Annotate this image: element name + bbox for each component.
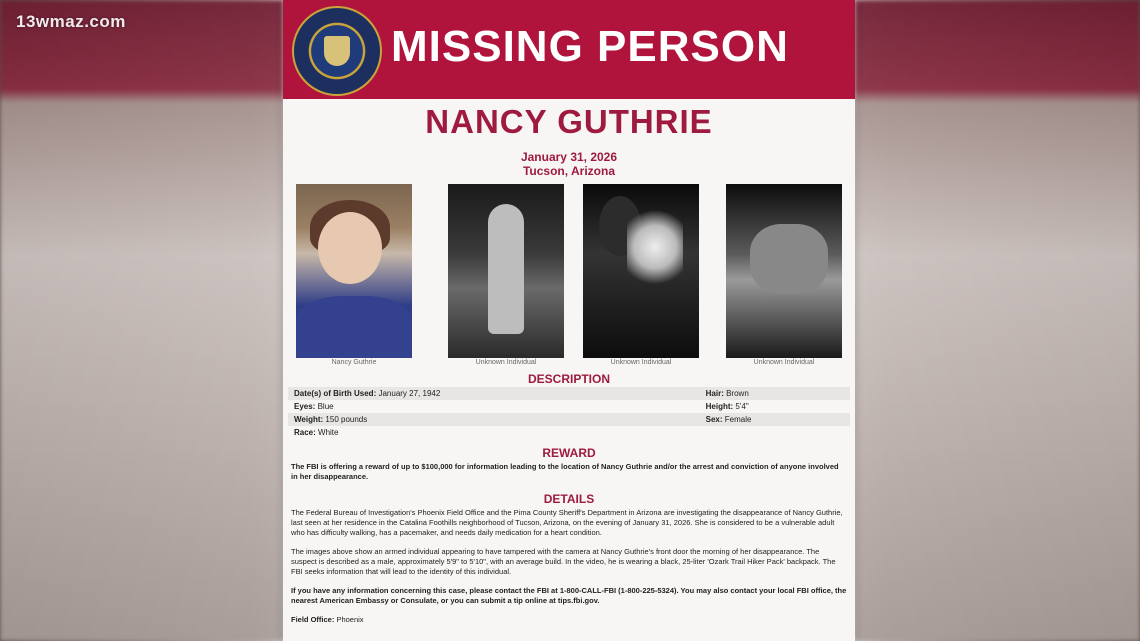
description-heading: DESCRIPTION (527, 372, 610, 386)
reward-heading: REWARD (542, 446, 596, 460)
seal-shield-icon (324, 36, 350, 66)
missing-date: January 31, 2026 (520, 150, 618, 164)
reward-text: The FBI is offering a reward of up to $100,000 for information leading to the location of Nancy Guthrie and/or the arrest and conviction of anyone involved in her disappearance. (291, 462, 839, 482)
photo-nancy-guthrie (296, 184, 412, 358)
background-blur-left (0, 0, 283, 641)
description-table (288, 387, 850, 439)
table-row (288, 387, 850, 400)
details-paragraph-2: The images above show an armed individual appearing to have tampered with the camera at Nancy Guthrie's front door the morning of her disappearance. The suspect is described as a male, approximately 5'9" to 5'10", with an average build. In the video, he is wearing a black, 25-liter 'Ozark Trail Hiker Pack' backpack. The FBI seeks information that will lead to the identity of this individual. (291, 547, 836, 577)
field-label: Hair: (705, 389, 724, 398)
field-label: Weight: (294, 415, 324, 424)
table-row (288, 413, 850, 426)
person-name: NANCY GUTHRIE (425, 103, 713, 140)
field-value: 5'4" (735, 402, 749, 411)
field-office-label: Field Office: (291, 615, 335, 624)
field-office (291, 615, 364, 624)
field-label: Sex: (705, 415, 723, 424)
fbi-seal-icon (292, 6, 382, 96)
missing-person-poster (283, 0, 855, 641)
details-paragraph-3: If you have any information concerning this case, please contact the FBI at 1-800-CALL-FBI (1-800-225-5324). You may also contact your local FBI office, the nearest American Embassy or Consulate, or you can submit a tip online at tips.fbi.gov. (291, 586, 847, 606)
background-blur-right (855, 0, 1140, 641)
field-label: Date(s) of Birth Used: (294, 389, 377, 398)
details-paragraph-1: The Federal Bureau of Investigation's Phoenix Field Office and the Pima County Sheriff's Department in Arizona are investigating the disappearance of Nancy Guthrie, last seen at her residence in the Catalina Foothills neighborhood of Tucson, Arizona, on the evening of January 31, 2026. She is considered to be a vulnerable adult who has difficulty walking, has a pacemaker, and needs daily medication for a heart condition. (291, 508, 843, 538)
field-value: White (318, 428, 339, 437)
field-value: January 27, 1942 (378, 389, 441, 398)
poster-banner (283, 0, 855, 99)
station-watermark: 13wmaz.com (16, 12, 126, 31)
photo-unknown-individual-2 (583, 184, 699, 358)
photo-unknown-individual-3 (726, 184, 842, 358)
photo-flowers-shape (627, 202, 683, 292)
details-heading: DETAILS (543, 492, 595, 506)
field-label: Height: (705, 402, 734, 411)
field-value: 150 pounds (325, 415, 368, 424)
field-value: Blue (317, 402, 334, 411)
banner-title: MISSING PERSON (391, 22, 789, 71)
photo-glove-shape (750, 224, 828, 294)
field-value: Brown (726, 389, 749, 398)
photo-figure-shape (488, 204, 524, 334)
field-value: Female (724, 415, 752, 424)
photo-shirt-shape (296, 296, 412, 358)
field-label: Race: (294, 428, 316, 437)
field-label: Eyes: (294, 402, 316, 411)
missing-location: Tucson, Arizona (522, 164, 615, 178)
table-row (288, 426, 850, 439)
photo-caption: Unknown Individual (475, 359, 537, 366)
photo-caption: Unknown Individual (753, 359, 815, 366)
field-office-value: Phoenix (336, 615, 364, 624)
photo-unknown-individual-1 (448, 184, 564, 358)
photo-caption: Unknown Individual (610, 359, 672, 366)
table-row (288, 400, 850, 413)
photo-caption: Nancy Guthrie (331, 359, 377, 366)
photo-face-shape (318, 212, 382, 284)
